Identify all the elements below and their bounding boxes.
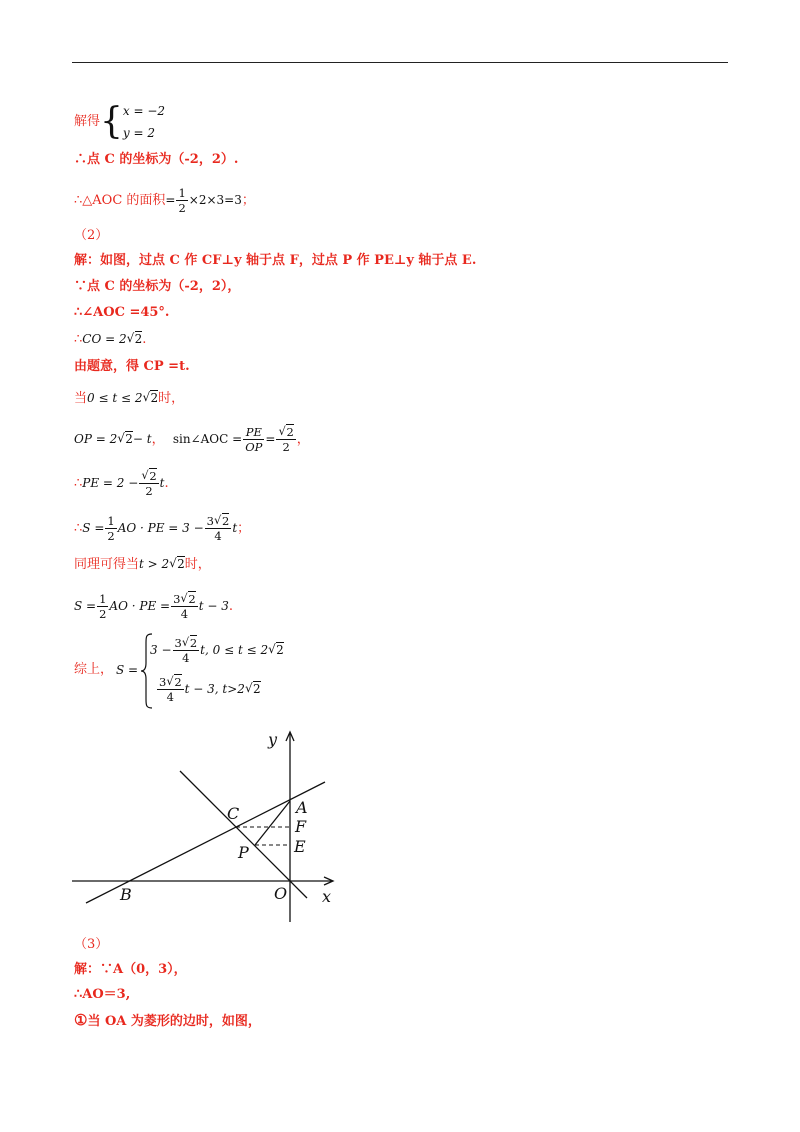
area-aoc-line: [74, 186, 255, 215]
fraction-pe-op: [243, 425, 264, 454]
area-eq: =: [165, 193, 176, 207]
solve-prefix: 解得: [74, 114, 101, 129]
fraction-denominator: 4: [214, 529, 222, 543]
eq-y: y = 2: [122, 126, 156, 140]
op-expression: OP = 2: [74, 432, 118, 446]
period: .: [142, 332, 147, 347]
label-b: B: [120, 885, 132, 904]
fraction-numerator: 1: [99, 592, 107, 606]
summary-s-equals: S =: [116, 663, 139, 677]
area-prefix: ∴△AOC 的面积: [74, 193, 166, 208]
pe-expression-line: [74, 469, 169, 498]
circled-number-1: ①: [74, 1011, 88, 1029]
radicand: 2: [276, 643, 284, 657]
summary-prefix: 综上，: [74, 662, 114, 677]
coefficient: 3: [173, 592, 181, 606]
label-f: F: [295, 817, 307, 836]
fraction-denominator: 4: [180, 607, 189, 621]
s-middle-expression: AO · PE =: [109, 599, 171, 613]
fraction-denominator: 2: [178, 201, 186, 215]
separator: ，: [151, 432, 165, 447]
therefore-symbol: ∴: [74, 332, 83, 347]
radicand: 2: [150, 391, 159, 405]
op-tail: − t: [132, 432, 152, 446]
sqrt-2: [180, 592, 195, 606]
piecewise-case-2: [156, 675, 261, 704]
radicand: 2: [222, 514, 230, 528]
fraction-sqrt2-over-2: [276, 425, 295, 454]
fraction-denominator: 4: [182, 651, 190, 665]
point-c-coordinate-line: ∴点 C 的坐标为（-2，2）.: [74, 152, 239, 167]
therefore-symbol: ∴: [74, 521, 83, 536]
label-c: C: [227, 804, 240, 823]
t-greater-expression: t > 2: [139, 557, 170, 571]
fraction-sqrt2-over-2: [139, 469, 158, 498]
s-equals: S =: [82, 521, 105, 535]
area-expression: ×2×3=3: [188, 193, 242, 207]
part-3-solution-intro: 解：∵A（0，3），: [74, 962, 187, 977]
solution-system-line: [74, 100, 165, 144]
geometry-figure: [60, 725, 360, 930]
co-expression: CO = 2: [82, 332, 127, 346]
cp-equals-t-line: 由题意，得 CP =t.: [74, 359, 190, 374]
sqrt-2: [117, 431, 133, 447]
fraction-denominator: 2: [282, 440, 290, 454]
area-suffix: ；: [241, 193, 255, 208]
eq-x: x = −2: [122, 104, 166, 118]
range-expression: 0 ≤ t ≤ 2: [87, 391, 143, 405]
op-sine-line: [74, 425, 310, 454]
t-variable: t: [232, 521, 238, 535]
radicand: 2: [134, 332, 143, 346]
semicolon: ；: [237, 521, 251, 536]
s-equals: S =: [74, 599, 97, 613]
sqrt-2: [166, 675, 181, 689]
range-condition-line: [74, 390, 184, 407]
label-e: E: [294, 837, 306, 856]
radicand: 2: [125, 432, 133, 446]
s-middle-expression: AO · PE = 3 −: [117, 521, 204, 535]
similarly-prefix: 同理可得当: [74, 557, 140, 572]
left-brace: {: [100, 101, 123, 142]
radicand: 2: [174, 675, 182, 689]
case-oa-side-line: [74, 1012, 261, 1030]
point-c-because-line: ∵点 C 的坐标为（-2，2），: [74, 279, 241, 294]
comma: ，: [296, 432, 310, 447]
s-tail: t − 3: [198, 599, 229, 613]
coefficient: 3: [159, 675, 167, 689]
therefore-symbol: ∴: [74, 476, 83, 491]
sqrt-2: [169, 556, 185, 572]
sqrt-2: [245, 681, 261, 697]
when-suffix: 时，: [158, 391, 185, 406]
coefficient: 3: [174, 636, 182, 650]
case1-condition: t, 0 ≤ t ≤ 2: [200, 643, 269, 657]
pe-expression: PE = 2 −: [82, 476, 139, 490]
label-p: P: [238, 843, 249, 862]
case1-prefix: 3 −: [150, 643, 172, 657]
part-2-solution-intro: 解：如图，过点 C 作 CF⊥y 轴于点 F，过点 P 作 PE⊥y 轴于点 E.: [74, 253, 477, 268]
angle-aoc-line: ∴∠AOC =45°.: [74, 305, 170, 320]
t-variable: t: [159, 476, 165, 490]
period: .: [228, 599, 234, 614]
area-s-second-case-line: [74, 592, 233, 621]
segment-ap: [255, 801, 290, 845]
fraction-denominator: 2: [145, 484, 153, 498]
similarly-condition-line: [74, 556, 211, 573]
when-prefix: 当: [74, 391, 88, 406]
equals: =: [265, 432, 276, 446]
fraction-half: [176, 186, 187, 215]
sqrt-2: [127, 331, 143, 347]
sqrt-2: [278, 425, 293, 439]
sqrt-2: [142, 390, 158, 406]
fraction-denominator: 4: [166, 690, 174, 704]
part-3-heading: （3）: [74, 937, 109, 952]
when-suffix: 时，: [184, 557, 211, 572]
period: .: [164, 476, 169, 491]
fraction-3sqrt2-over-4: [157, 675, 184, 704]
fraction-denominator: 2: [99, 607, 107, 621]
radicand: 2: [177, 557, 185, 571]
label-a: A: [296, 798, 308, 817]
line-co: [180, 771, 307, 898]
case2-condition: t − 3, t>2: [184, 682, 245, 696]
sqrt-2: [182, 636, 197, 650]
fraction-3sqrt2-over-4: [173, 636, 200, 665]
fraction-half: [105, 514, 116, 543]
ao-length-line: ∴AO＝3,: [74, 987, 131, 1002]
case-oa-side-text: 当 OA 为菱形的边时，如图，: [87, 1014, 261, 1029]
equation-system: [123, 100, 165, 144]
header-rule: [72, 62, 728, 63]
sqrt-2: [268, 642, 284, 658]
fraction-half: [97, 592, 108, 621]
fraction-3sqrt2-over-4: [205, 514, 232, 543]
fraction-numerator: PE: [243, 425, 264, 440]
radicand: 2: [149, 469, 157, 483]
piecewise-case-1: [150, 636, 284, 665]
sqrt-2: [214, 514, 229, 528]
fraction-3sqrt2-over-4: [171, 592, 198, 621]
radicand: 2: [189, 636, 198, 650]
coefficient: 3: [206, 514, 214, 528]
label-y: y: [268, 730, 278, 749]
part-2-heading: （2）: [74, 228, 109, 243]
co-length-line: [74, 331, 146, 348]
label-x: x: [322, 887, 332, 906]
area-s-first-case-line: [74, 514, 250, 543]
radicand: 2: [286, 425, 294, 439]
fraction-denominator: OP: [245, 440, 263, 454]
radicand: 2: [188, 592, 196, 606]
radicand: 2: [252, 682, 261, 696]
label-o: O: [274, 884, 288, 903]
sine-expression: sin∠AOC =: [172, 432, 243, 446]
fraction-denominator: 2: [107, 529, 115, 543]
sqrt-2: [141, 469, 156, 483]
fraction-numerator: 1: [178, 186, 186, 200]
fraction-numerator: 1: [107, 514, 115, 528]
